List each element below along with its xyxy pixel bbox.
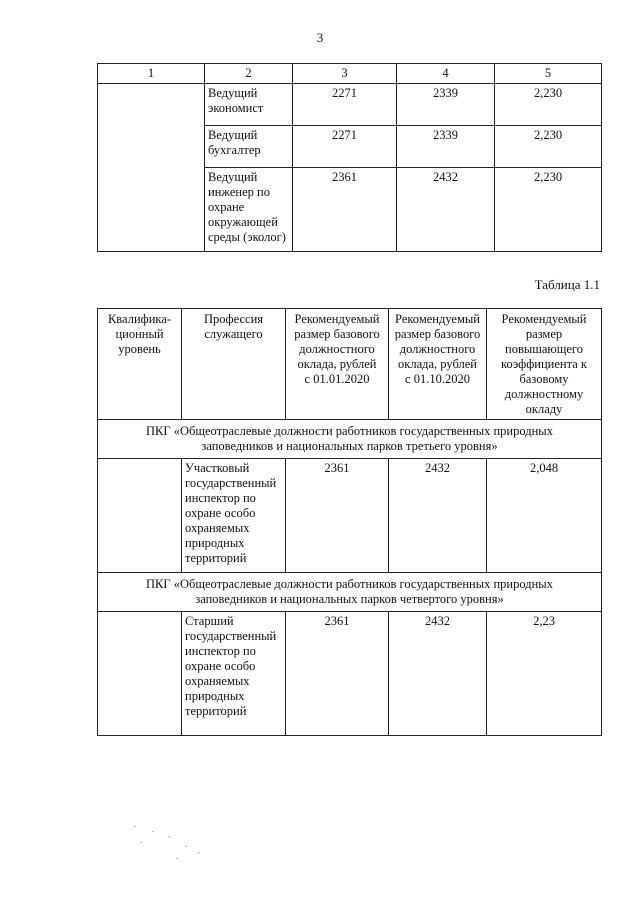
salary-2020-01-cell: 2361 — [286, 459, 389, 573]
column-number: 1 — [98, 64, 205, 84]
salary-2020-10-cell: 2432 — [389, 612, 487, 736]
header-salary-2020-10: Рекомендуемый размер базового должностного оклада, рублей с 01.10.2020 — [389, 309, 487, 420]
continuation-table — [97, 63, 602, 252]
group-title-row — [98, 420, 602, 459]
header-coefficient: Рекомендуемый размер повышающего коэффициента к базовому должностному окладу — [487, 309, 602, 420]
group-title-row — [98, 573, 602, 612]
salary-table — [97, 308, 602, 736]
coefficient-cell: 2,230 — [495, 168, 602, 252]
scan-speck — [134, 826, 136, 827]
header-qualification-level: Квалифика- ционный уровень — [98, 309, 182, 420]
table-row — [98, 459, 602, 573]
column-number: 2 — [205, 64, 293, 84]
coefficient-cell: 2,23 — [487, 612, 602, 736]
salary-2020-01-cell: 2361 — [293, 168, 397, 252]
salary-2020-10-cell: 2432 — [397, 168, 495, 252]
coefficient-cell: 2,230 — [495, 84, 602, 126]
salary-2020-10-cell: 2432 — [389, 459, 487, 573]
column-number: 4 — [397, 64, 495, 84]
header-profession: Профессия служащего — [182, 309, 286, 420]
profession-cell: Ведущий инженер по охране окружающей среды (эколог) — [205, 168, 293, 252]
scan-speck — [185, 846, 187, 847]
scan-speck — [168, 836, 170, 837]
scan-speck — [176, 858, 178, 859]
qualification-level-cell — [98, 612, 182, 736]
header-row — [98, 309, 602, 420]
group-title: ПКГ «Общеотраслевые должности работников государственных природных заповедников и национальных парков четвертого уровня» — [98, 573, 602, 612]
profession-cell: Старший государственный инспектор по охране особо охраняемых природных территорий — [182, 612, 286, 736]
group-title: ПКГ «Общеотраслевые должности работников государственных природных заповедников и национальных парков третьего уровня» — [98, 420, 602, 459]
scan-speck — [152, 831, 154, 832]
table-row — [98, 612, 602, 736]
salary-2020-01-cell: 2361 — [286, 612, 389, 736]
coefficient-cell: 2,230 — [495, 126, 602, 168]
salary-2020-01-cell: 2271 — [293, 126, 397, 168]
qualification-level-cell — [98, 459, 182, 573]
column-number-row — [98, 64, 602, 84]
column-number: 5 — [495, 64, 602, 84]
page-number: 3 — [316, 30, 324, 45]
salary-2020-10-cell: 2339 — [397, 126, 495, 168]
salary-2020-10-cell: 2339 — [397, 84, 495, 126]
column-number: 3 — [293, 64, 397, 84]
profession-cell: Ведущий бухгалтер — [205, 126, 293, 168]
scan-speck — [198, 852, 200, 853]
profession-cell: Участковый государственный инспектор по охране особо охраняемых природных территорий — [182, 459, 286, 573]
header-salary-2020-01: Рекомендуемый размер базового должностного оклада, рублей с 01.01.2020 — [286, 309, 389, 420]
coefficient-cell: 2,048 — [487, 459, 602, 573]
profession-cell: Ведущий экономист — [205, 84, 293, 126]
table-caption: Таблица 1.1 — [534, 277, 600, 292]
salary-2020-01-cell: 2271 — [293, 84, 397, 126]
qualification-level-cell — [98, 84, 205, 252]
table-row — [98, 84, 602, 126]
scan-speck — [140, 842, 142, 843]
